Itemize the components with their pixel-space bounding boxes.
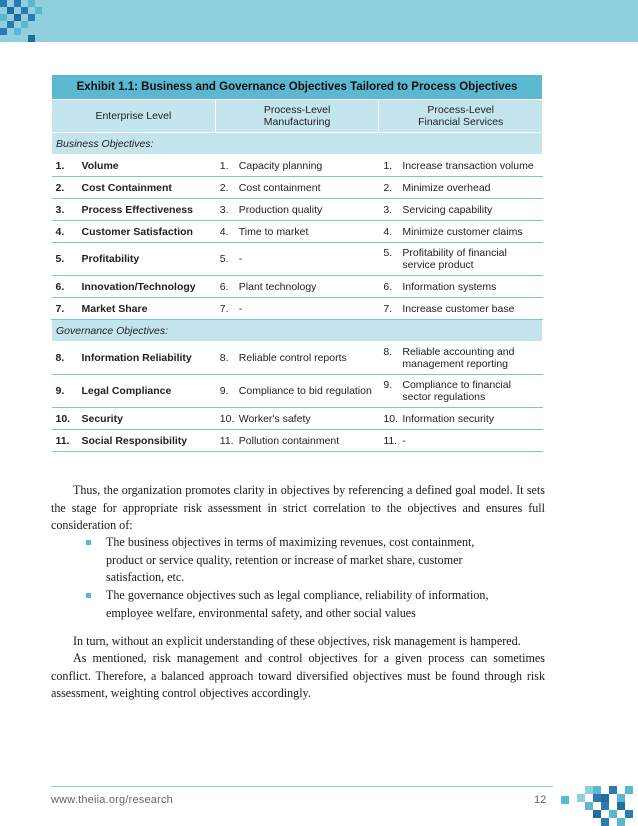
financial-objective: - [402,434,406,447]
row-number: 5. [55,253,65,265]
manufacturing-cell [215,408,379,430]
enterprise-objective: Legal Compliance [81,385,172,397]
enterprise-cell [52,199,216,221]
table-row [52,221,543,243]
header-band [0,0,638,42]
enterprise-cell [52,155,216,177]
row-number: 5. [219,253,229,265]
manufacturing-cell [215,298,379,320]
manufacturing-cell [215,155,379,177]
manufacturing-objective: Production quality [238,203,323,216]
enterprise-cell [52,298,216,320]
footer-divider [51,786,553,787]
manufacturing-objective: Compliance to bid regulation [238,385,372,397]
enterprise-cell [52,221,216,243]
row-number: 3. [55,203,65,216]
header-row [52,100,543,133]
enterprise-objective: Innovation/Technology [81,280,196,293]
manufacturing-objective: - [238,253,243,265]
enterprise-cell [52,430,216,452]
bullet-square-icon [86,593,91,598]
enterprise-cell [52,375,216,408]
row-number: 9. [219,385,229,397]
row-number: 3. [383,203,393,216]
enterprise-objective: Information Reliability [81,352,192,364]
manufacturing-cell [215,221,379,243]
row-number: 4. [383,225,393,238]
row-number: 10. [383,412,398,425]
enterprise-objective: Customer Satisfaction [81,225,193,238]
row-number: 7. [219,302,229,315]
row-number: 5. [383,247,393,259]
paragraph-conflict: As mentioned, risk management and control objectives for a given process can sometimes conflict. Therefore, a balanced approach toward diversified objectives must be found through risk assessment, weighting control objectives accordingly. [51,651,545,700]
row-number: 1. [219,159,229,172]
financial-cell [379,430,543,452]
enterprise-cell [52,408,216,430]
manufacturing-objective: Capacity planning [238,159,323,172]
financial-objective: Information systems [402,280,497,293]
row-number: 11. [383,434,398,447]
row-number: 9. [55,385,65,397]
table-row [52,199,543,221]
row-number: 8. [219,352,229,364]
row-number: 3. [219,203,229,216]
table-row [52,276,543,298]
financial-objective: Minimize customer claims [402,225,523,238]
row-number: 1. [55,159,65,172]
row-number: 11. [219,434,234,447]
col-header-financial: Process-Level Financial Services [379,100,543,133]
manufacturing-cell [215,430,379,452]
bullet-text: The business objectives in terms of maximizing revenues, cost containment, product or service quality, retention or increase of market share, customer satisfaction, etc. [106,535,475,584]
table-row [52,243,543,276]
table-row [52,375,543,408]
manufacturing-objective: - [238,302,243,315]
row-number: 10. [55,412,71,425]
financial-cell [379,276,543,298]
manufacturing-objective: Pollution containment [238,434,340,447]
row-number: 2. [55,181,65,194]
manufacturing-cell [215,342,379,375]
row-number: 11. [55,434,70,447]
col-header-manufacturing: Process-Level Manufacturing [215,100,379,133]
row-number: 4. [219,225,229,238]
section-row-business [52,133,543,155]
financial-cell [379,199,543,221]
section-label-governance: Governance Objectives: [52,320,543,342]
financial-cell [379,221,543,243]
financial-objective: Minimize overhead [402,181,491,194]
manufacturing-objective: Time to market [238,225,309,238]
financial-cell [379,298,543,320]
enterprise-objective: Process Effectiveness [81,203,193,216]
enterprise-cell [52,177,216,199]
financial-cell [379,243,543,276]
row-number: 2. [219,181,229,194]
col-header-enterprise: Enterprise Level [52,100,216,133]
table-row [52,155,543,177]
table-row [52,408,543,430]
footer-url[interactable]: www.theiia.org/research [51,794,173,806]
manufacturing-cell [215,375,379,408]
financial-cell [379,375,543,408]
financial-objective: Information security [402,412,494,425]
manufacturing-objective: Cost containment [238,181,321,194]
financial-objective: Compliance to financial sector regulations [402,379,511,403]
enterprise-objective: Market Share [81,302,148,315]
row-number: 10. [219,412,235,425]
row-number: 7. [55,302,65,315]
enterprise-cell [52,276,216,298]
manufacturing-cell [215,276,379,298]
exhibit-title-row [52,75,543,100]
exhibit-title: Exhibit 1.1: Business and Governance Objectives Tailored to Process Objectives [52,75,543,100]
enterprise-cell [52,243,216,276]
manufacturing-cell [215,243,379,276]
table-row [52,342,543,375]
table-row [52,430,543,452]
manufacturing-objective: Worker's safety [238,412,311,425]
financial-cell [379,408,543,430]
enterprise-objective: Security [81,412,123,425]
bullet-square-icon [86,540,91,545]
enterprise-cell [52,342,216,375]
row-number: 6. [219,280,229,293]
enterprise-objective: Volume [81,159,119,172]
row-number: 9. [383,379,393,391]
table-row [52,177,543,199]
enterprise-objective: Cost Containment [81,181,172,194]
row-number: 1. [383,159,393,172]
section-row-governance [52,320,543,342]
financial-objective: Servicing capability [402,203,493,216]
enterprise-objective: Profitability [81,253,140,265]
enterprise-objective: Social Responsibility [81,434,188,447]
financial-objective: Reliable accounting and management reporting [402,346,515,370]
financial-objective: Increase transaction volume [402,159,534,172]
row-number: 8. [383,346,393,358]
paragraph-intro: Thus, the organization promotes clarity in objectives by referencing a defined goal model. It sets the stage for appropriate risk assessment in strict correlation to the objectives and ensures full consideration of: [51,483,545,532]
section-label-business: Business Objectives: [52,133,543,155]
row-number: 6. [383,280,393,293]
manufacturing-cell [215,199,379,221]
table-row [52,298,543,320]
row-number: 6. [55,280,65,293]
manufacturing-objective: Reliable control reports [238,352,347,364]
bullet-text: The governance objectives such as legal compliance, reliability of information, employee welfare, environmental safety, and other social values [106,588,489,620]
row-number: 8. [55,352,65,364]
financial-cell [379,342,543,375]
manufacturing-objective: Plant technology [238,280,317,293]
financial-cell [379,155,543,177]
manufacturing-cell [215,177,379,199]
financial-objective: Profitability of financial service product [402,247,507,271]
row-number: 4. [55,225,65,238]
page-number: 12 [534,794,547,806]
paragraph-hampered: In turn, without an explicit understanding of these objectives, risk management is hampered. [73,634,521,648]
financial-objective: Increase customer base [402,302,515,315]
financial-cell [379,177,543,199]
row-number: 2. [383,181,393,194]
exhibit-table [51,74,543,452]
row-number: 7. [383,302,393,315]
